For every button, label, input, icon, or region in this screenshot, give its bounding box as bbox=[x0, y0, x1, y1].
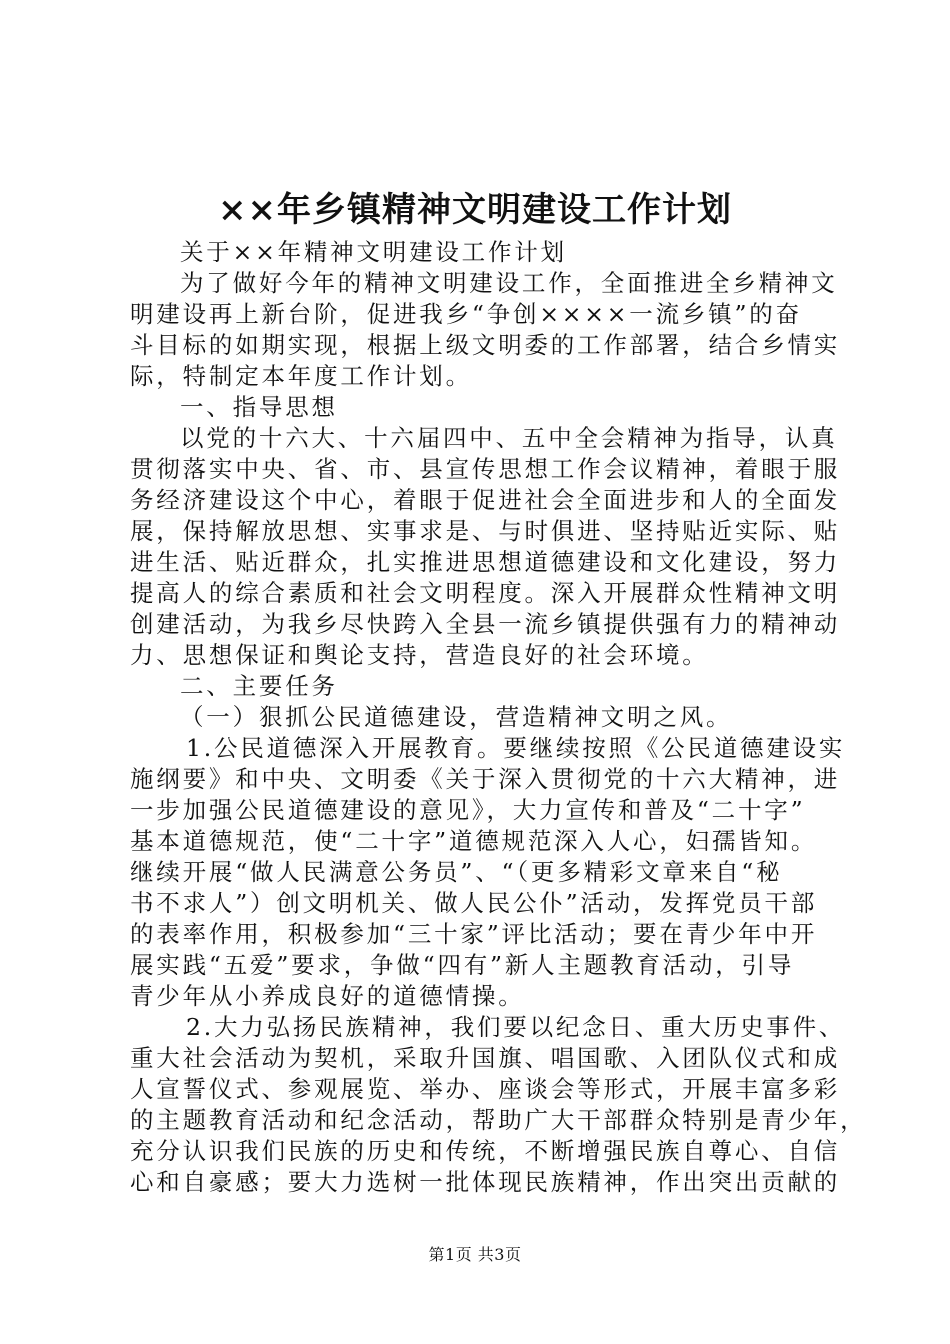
body-line: 继续开展“做人民满意公务员”、“（更多精彩文章来自“秘 bbox=[130, 858, 783, 886]
body-line: 明建设再上新台阶，促进我乡“争创××××一流乡镇”的奋 bbox=[130, 300, 802, 328]
body-line: 书不求人”）创文明机关、做人民公仆”活动，发挥党员干部 bbox=[130, 889, 818, 917]
body-line: 重大社会活动为契机，采取升国旗、唱国歌、入团队仪式和成 bbox=[130, 1044, 841, 1072]
body-line: （一）狠抓公民道德建设，营造精神文明之风。 bbox=[180, 703, 733, 731]
body-line: 力、思想保证和舆论支持，营造良好的社会环境。 bbox=[130, 641, 709, 669]
body-line: 关于××年精神文明建设工作计划 bbox=[180, 238, 567, 266]
body-line: 创建活动，为我乡尽快跨入全县一流乡镇提供强有力的精神动 bbox=[130, 610, 841, 638]
body-line: 一、指导思想 bbox=[180, 393, 338, 421]
body-line: 以党的十六大、十六届四中、五中全会精神为指导，认真 bbox=[180, 424, 838, 452]
body-line: 人宣誓仪式、参观展览、举办、座谈会等形式，开展丰富多彩 bbox=[130, 1075, 841, 1103]
document-title: ××年乡镇精神文明建设工作计划 bbox=[218, 190, 732, 230]
body-line: 基本道德规范，使“二十字”道德规范深入人心，妇孺皆知。 bbox=[130, 827, 818, 855]
body-line: 展实践“五爱”要求，争做“四有”新人主题教育活动，引导 bbox=[130, 951, 795, 979]
body-line: 进生活、贴近群众，扎实推进思想道德建设和文化建设，努力 bbox=[130, 548, 841, 576]
body-line: 务经济建设这个中心，着眼于促进社会全面进步和人的全面发 bbox=[130, 486, 841, 514]
body-line: 提高人的综合素质和社会文明程度。深入开展群众性精神文明 bbox=[130, 579, 841, 607]
body-line: 贯彻落实中央、省、市、县宣传思想工作会议精神，着眼于服 bbox=[130, 455, 841, 483]
body-line: 心和自豪感；要大力选树一批体现民族精神，作出突出贡献的 bbox=[130, 1168, 841, 1196]
body-line: 1.公民道德深入开展教育。要继续按照《公民道德建设实 bbox=[186, 734, 846, 762]
body-line: 展，保持解放思想、实事求是、与时俱进、坚持贴近实际、贴 bbox=[130, 517, 841, 545]
body-line: 充分认识我们民族的历史和传统，不断增强民族自尊心、自信 bbox=[130, 1137, 841, 1165]
body-line: 为了做好今年的精神文明建设工作，全面推进全乡精神文 bbox=[180, 269, 838, 297]
body-line: 施纲要》和中央、文明委《关于深入贯彻党的十六大精神，进 bbox=[130, 765, 841, 793]
body-line: 二、主要任务 bbox=[180, 672, 338, 700]
body-line: 斗目标的如期实现，根据上级文明委的工作部署，结合乡情实 bbox=[130, 331, 841, 359]
document-body bbox=[130, 237, 867, 1198]
body-line: 的表率作用，积极参加“三十家”评比活动；要在青少年中开 bbox=[130, 920, 818, 948]
body-line: 2.大力弘扬民族精神，我们要以纪念日、重大历史事件、 bbox=[186, 1013, 846, 1041]
body-line: 青少年从小养成良好的道德情操。 bbox=[130, 982, 525, 1010]
body-line: 一步加强公民道德建设的意见》，大力宣传和普及“二十字” bbox=[130, 796, 806, 824]
body-line: 际，特制定本年度工作计划。 bbox=[130, 362, 472, 390]
page-number: 第1页 共3页 bbox=[428, 1245, 522, 1264]
body-line: 的主题教育活动和纪念活动，帮助广大干部群众特别是青少年， bbox=[130, 1106, 867, 1134]
